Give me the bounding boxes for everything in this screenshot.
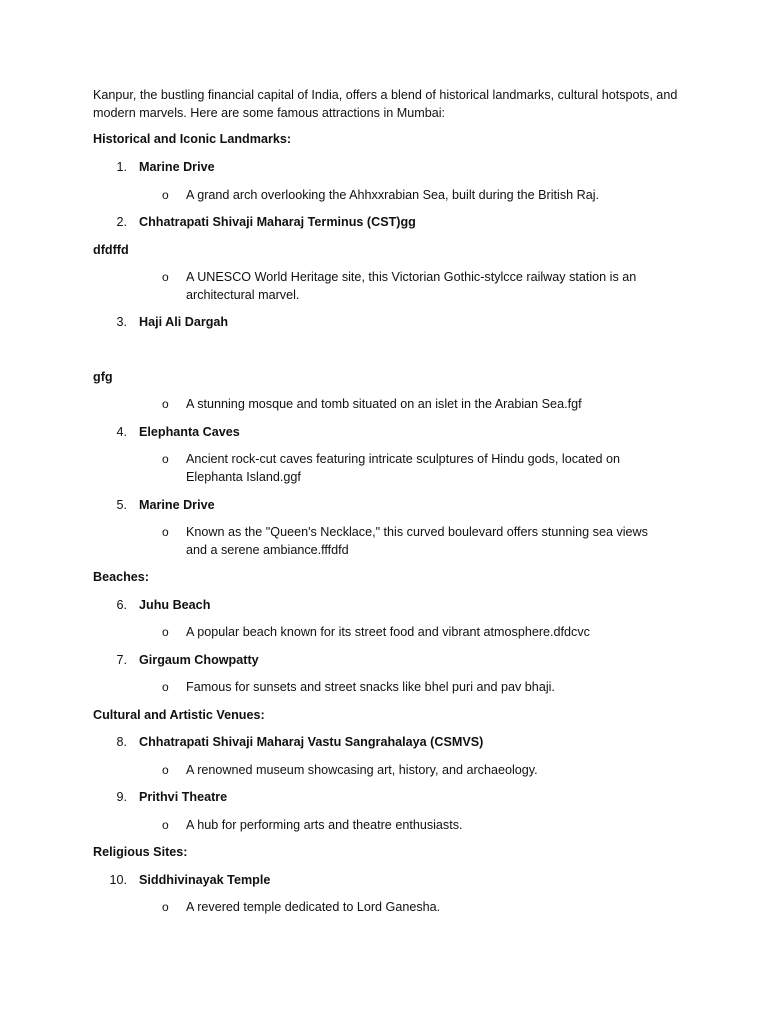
bullet-icon: o [162,680,169,694]
list-item-title: Siddhivinayak Temple [139,873,271,887]
list-item-description: Ancient rock-cut caves featuring intricate sculptures of Hindu gods, located on Elephanta Island.ggf [186,452,621,484]
list-item-description: A revered temple dedicated to Lord Ganesha. [186,900,441,914]
bullet-icon: o [162,452,169,466]
list-item-description: A renowned museum showcasing art, history, and archaeology. [186,763,538,777]
list-item-title: Chhatrapati Shivaji Maharaj Terminus (CST)gg [139,215,416,229]
bullet-icon: o [162,525,169,539]
list-number: 7. [116,653,127,667]
bullet-icon: o [162,270,169,284]
list-item-title: Chhatrapati Shivaji Maharaj Vastu Sangrahalaya (CSMVS) [139,735,484,749]
list-number: 6. [116,598,127,612]
list-item-description: A popular beach known for its street food and vibrant atmosphere.dfdcvc [186,625,590,639]
bullet-icon: o [162,763,169,777]
heading-beaches: Beaches: [93,570,150,584]
list-item-description: Known as the "Queen's Necklace," this curved boulevard offers stunning sea views and a serene ambiance.fffdfd [186,525,648,557]
heading-religious: Religious Sites: [93,845,188,859]
list-number: 1. [116,160,127,174]
list-number: 9. [116,790,127,804]
list-item-description: A grand arch overlooking the Ahhxxrabian Sea, built during the British Raj. [186,188,600,202]
list-item-title: Prithvi Theatre [139,790,228,804]
list-item-description: A hub for performing arts and theatre enthusiasts. [186,818,463,832]
list-item-description: A stunning mosque and tomb situated on an islet in the Arabian Sea.fgf [186,397,582,411]
list-item-title: Marine Drive [139,498,215,512]
stray-text: gfg [93,370,113,384]
list-item-title: Juhu Beach [139,598,211,612]
bullet-icon: o [162,900,169,914]
intro-paragraph: Kanpur, the bustling financial capital of India, offers a blend of historical landmarks, cultural hotspots, and modern marvels. Here are some famous attractions in Mumbai: [93,88,678,120]
list-number: 5. [116,498,127,512]
bullet-icon: o [162,397,169,411]
bullet-icon: o [162,188,169,202]
list-item-title: Elephanta Caves [139,425,240,439]
list-item-title: Girgaum Chowpatty [139,653,259,667]
list-item-title: Marine Drive [139,160,215,174]
stray-text: dfdffd [93,243,129,257]
list-number: 4. [116,425,127,439]
heading-cultural: Cultural and Artistic Venues: [93,708,265,722]
list-number: 2. [116,215,127,229]
list-number: 3. [116,315,127,329]
list-item-description: A UNESCO World Heritage site, this Victorian Gothic-stylcce railway station is an architectural marvel. [186,270,637,302]
list-number: 8. [116,735,127,749]
bullet-icon: o [162,818,169,832]
list-item-title: Haji Ali Dargah [139,315,229,329]
bullet-icon: o [162,625,169,639]
list-item-description: Famous for sunsets and street snacks like bhel puri and pav bhaji. [186,680,555,694]
heading-historical: Historical and Iconic Landmarks: [93,132,292,146]
list-number: 10. [109,873,127,887]
